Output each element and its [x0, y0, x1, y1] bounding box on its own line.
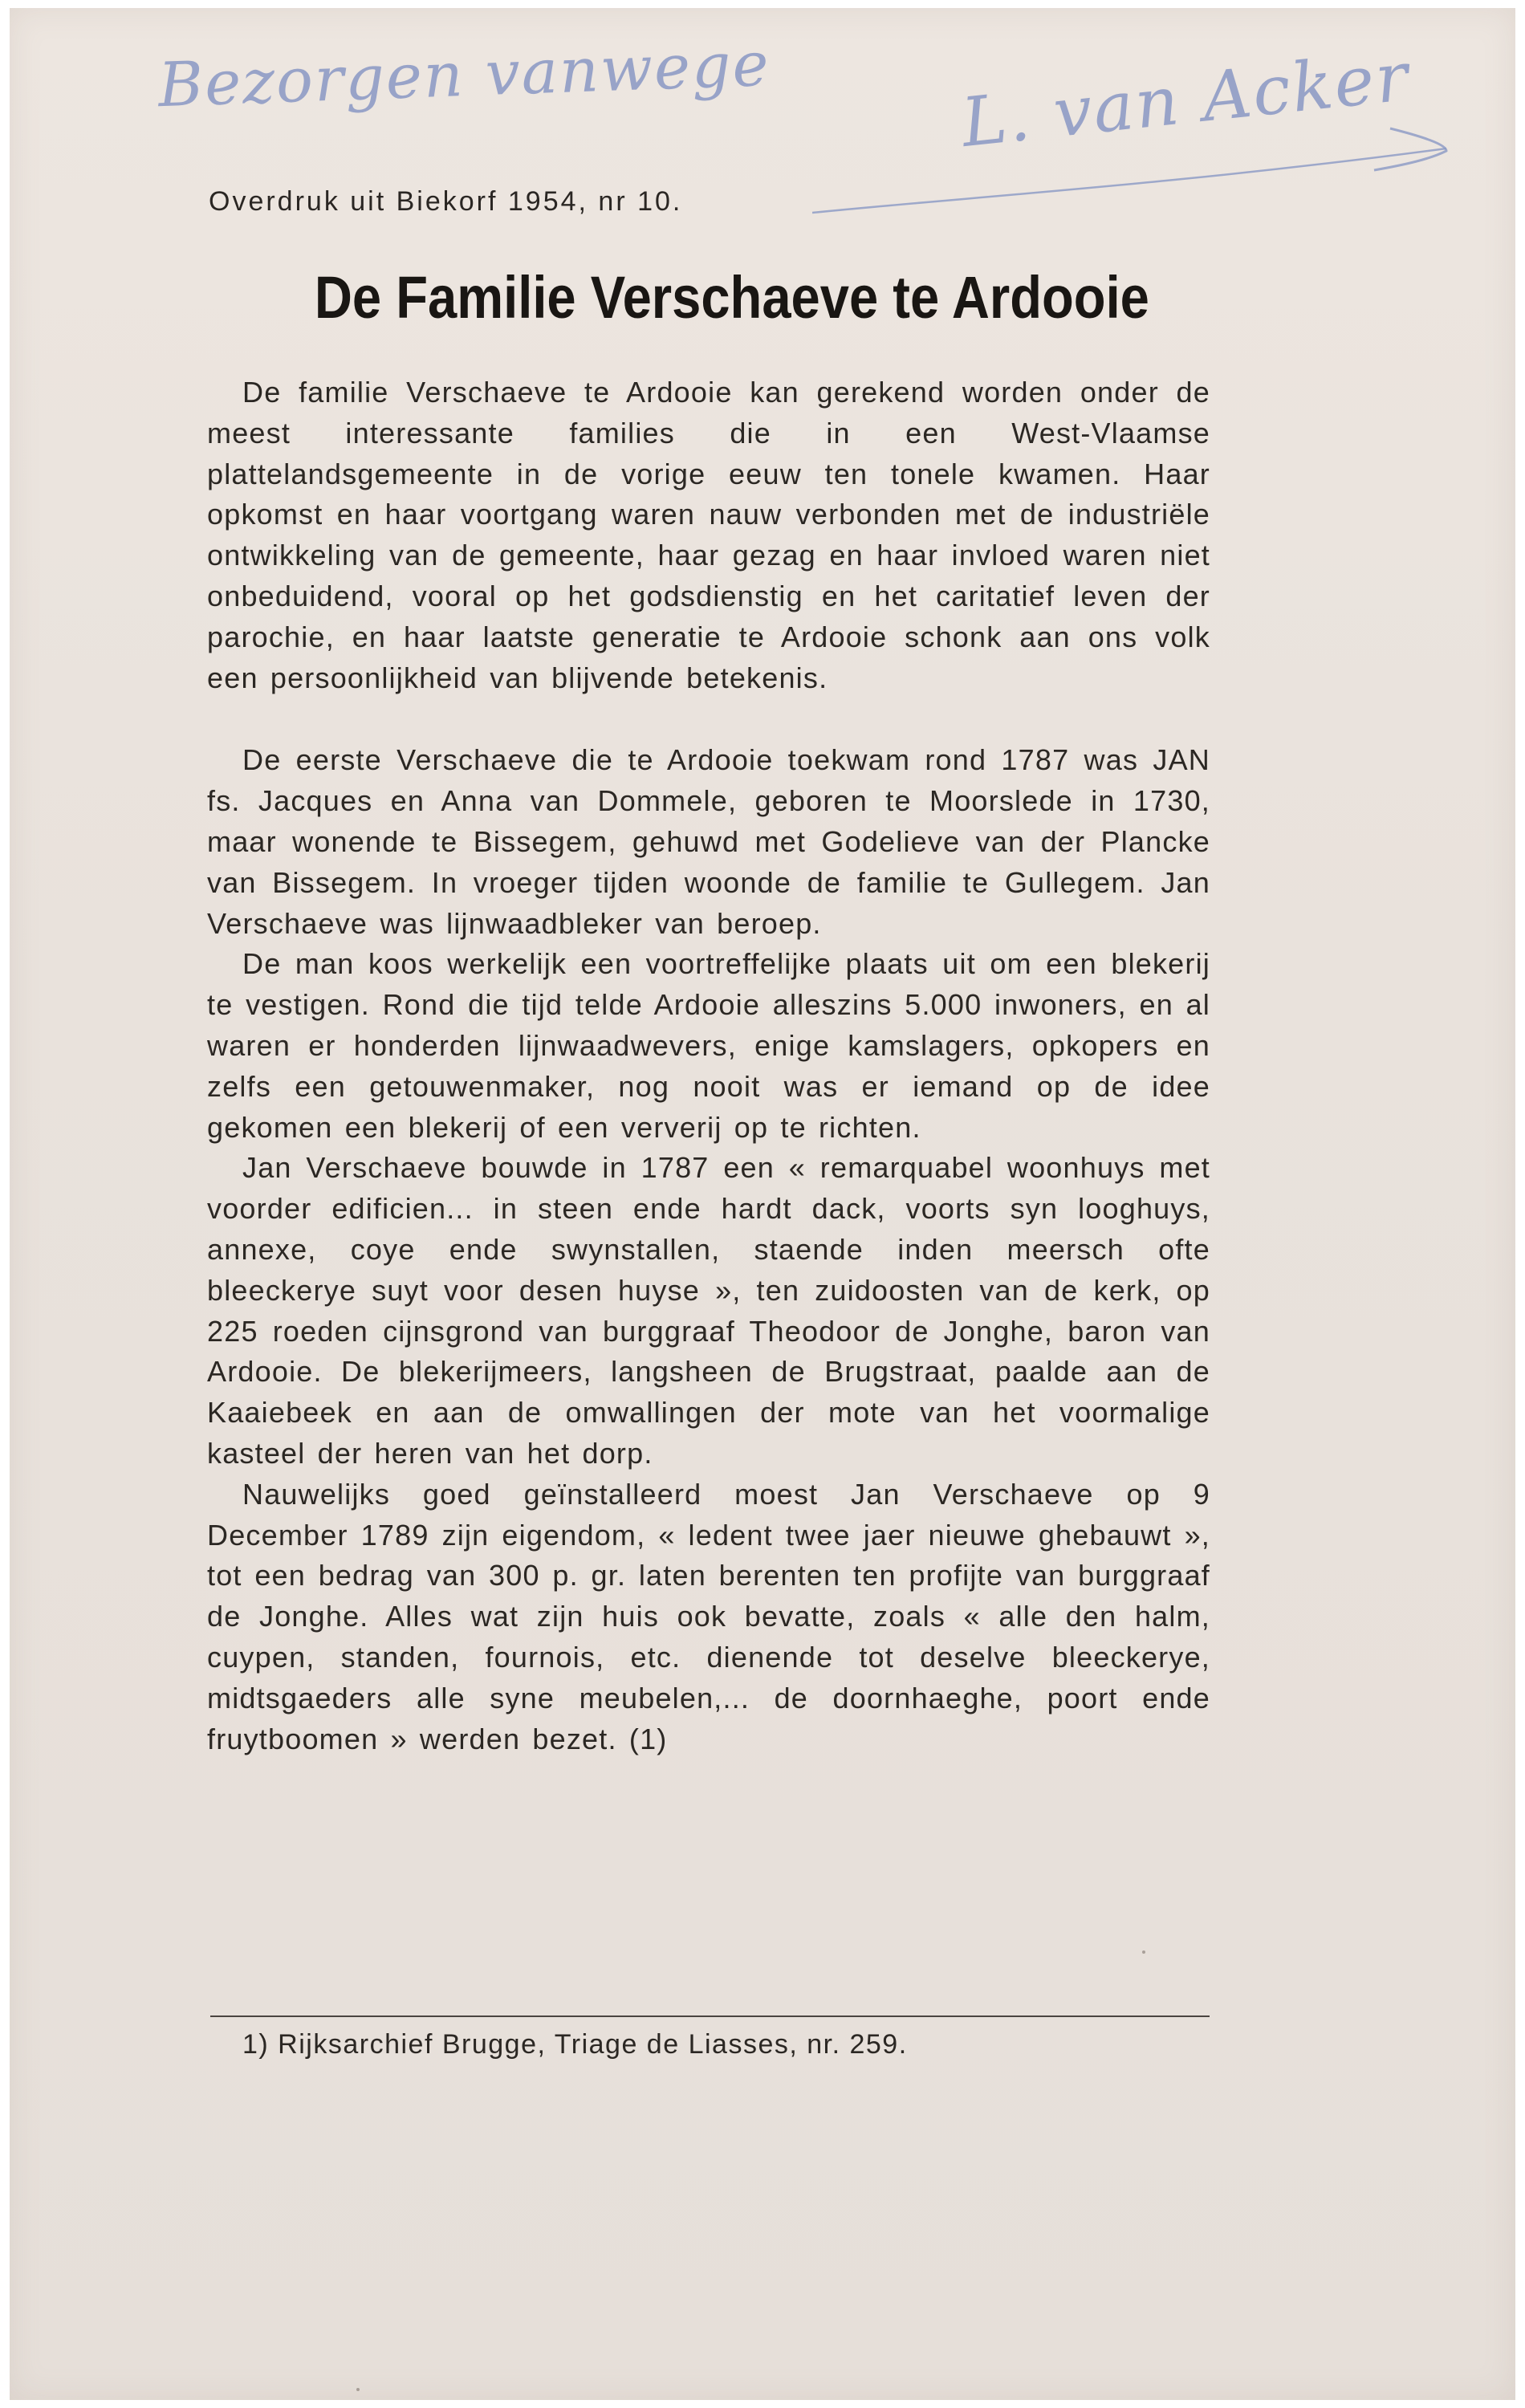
paragraph-1: De familie Verschaeve te Ardooie kan gerekend worden onder de meest interessante families die in een West-Vlaamse plattelandsgemeente in de vorige eeuw ten tonele kwamen. Haar opkomst en haar voortgang waren nauw verbonden met de industriële ontwikkeling van de gemeente, haar gezag en haar invloed waren niet onbeduidend, vooral op het godsdienstig en het caritatief leven der parochie, en haar laatste generatie te Ardooie schonk aan ons volk een persoonlijkheid van blijvende betekenis. — [207, 376, 1210, 694]
paragraph-4: Jan Verschaeve bouwde in 1787 een « remarquabel woonhuys met voorder edificien... in steen ende hardt dack, voorts syn looghuys, annexe, coye ende swynstallen, staende inden meersch ofte bleeckerye suyt voor desen huyse », ten zuidoosten van de kerk, op 225 roeden cijnsgrond van burggraaf Theodoor de Jonghe, baron van Ardooie. De blekerijmeers, langsheen de Brugstraat, paalde aan de Kaaiebeek en aan de omwallingen der mote van het voormalige kasteel der heren van het dorp. — [207, 1151, 1210, 1470]
handwritten-note: Bezorgen vanwege — [157, 27, 771, 121]
paragraph-2: De eerste Verschaeve die te Ardooie toekwam rond 1787 was JAN fs. Jacques en Anna van Dommele, geboren te Moorslede in 1730, maar wonende te Bissegem, gehuwd met Godelieve van der Plancke van Bissegem. In vroeger tijden woonde de familie te Gullegem. Jan Verschaeve was lijnwaadbleker van beroep. — [207, 743, 1210, 940]
article-title — [10, 263, 1525, 332]
paragraph-5: Nauwelijks goed geïnstalleerd moest Jan Verschaeve op 9 December 1789 zijn eigendom, « ledent twee jaer nieuwe ghebauwt », tot een bedrag van 300 p. gr. laten berenten ten profijte van burggraaf de Jonghe. Alles wat zijn huis ook bevatte, zoals « alle den halm, cuypen, standen, fournois, etc. dienende tot deselve bleeckerye, midtsgaeders alle syne meubelen,... de doornhaeghe, poort ende fruytboomen » werden bezet. (1) — [207, 1477, 1210, 1755]
article-body — [207, 372, 1210, 1759]
paper-speck — [1142, 1950, 1145, 1954]
footnote-divider — [210, 2015, 1210, 2017]
paper-speck — [356, 2388, 360, 2391]
handwritten-signature: L. van Acker — [958, 37, 1413, 162]
paper-sheet — [10, 8, 1515, 2400]
reprint-note: Overdruk uit Biekorf 1954, nr 10. — [209, 186, 683, 217]
signature-underline — [812, 120, 1454, 217]
article-title-text: De Familie Verschaeve te Ardooie — [315, 264, 1149, 331]
paragraph-3: De man koos werkelijk een voortreffelijke plaats uit om een blekerij te vestigen. Rond die tijd telde Ardooie alleszins 5.000 inwoners, en al waren er honderden lijnwaadwevers, enige kamslagers, opkopers en zelfs een getouwenmaker, nog nooit was er iemand op de idee gekomen een blekerij of een ververij op te richten. — [207, 947, 1210, 1144]
footnote-1: 1) Rijksarchief Brugge, Triage de Liasses, nr. 259. — [242, 2029, 908, 2060]
